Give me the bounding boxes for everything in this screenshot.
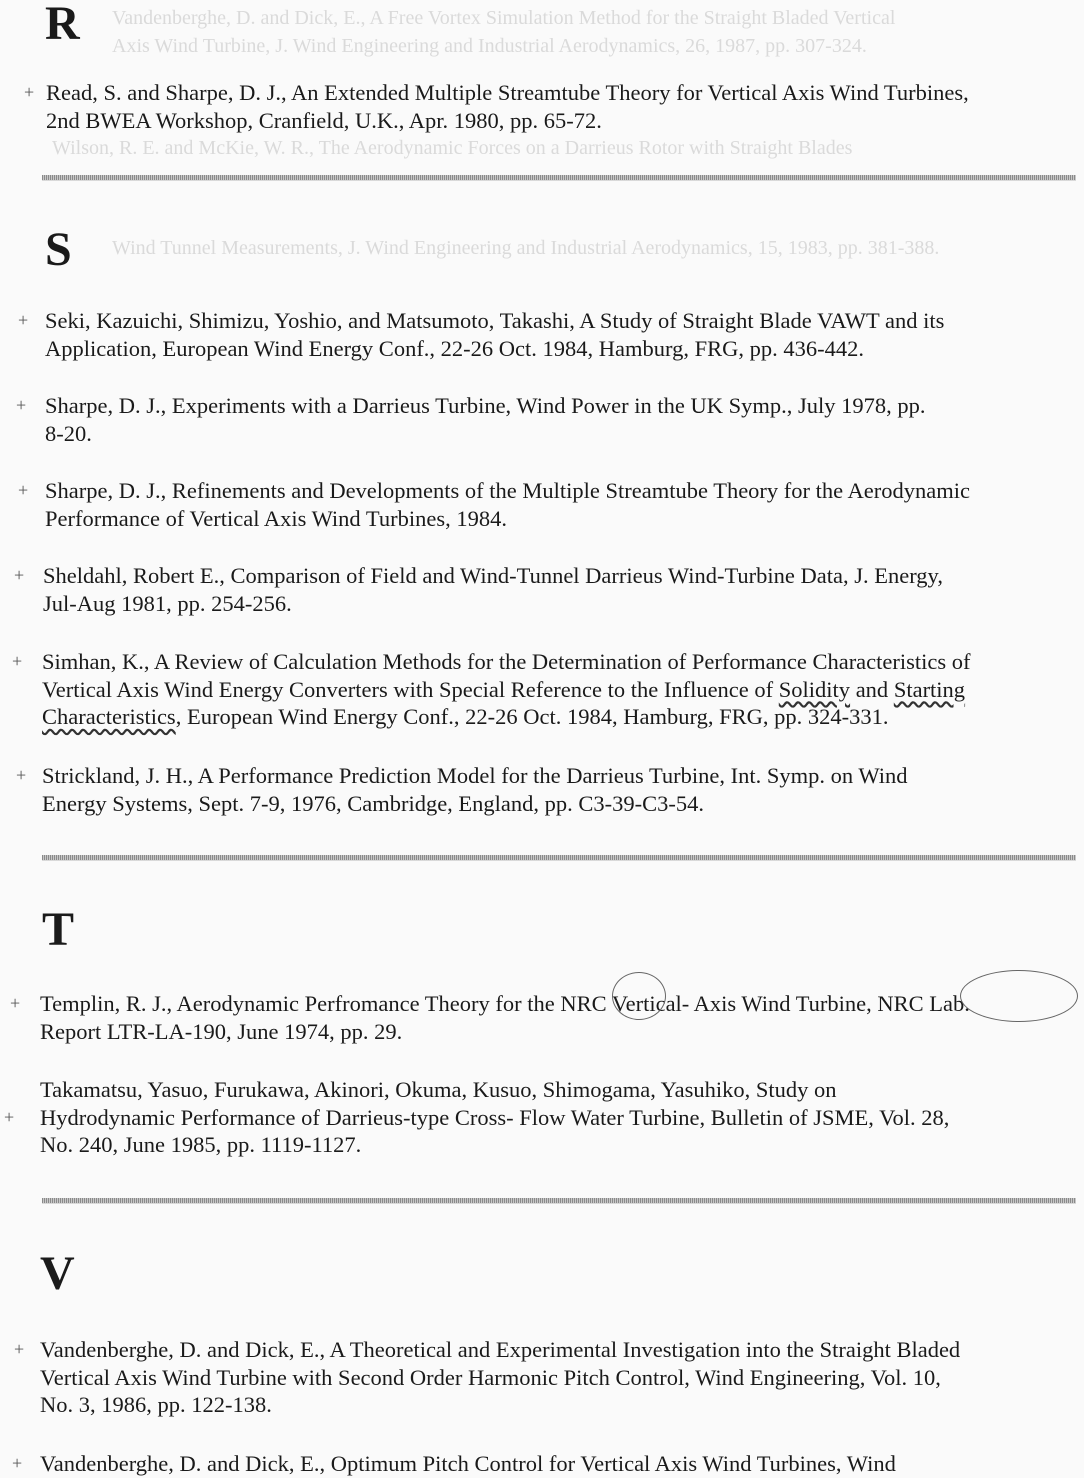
reference-line: Report LTR-LA-190, June 1974, pp. 29.	[40, 1018, 403, 1044]
reference-line: Hydrodynamic Performance of Darrieus-type Cross- Flow Water Turbine, Bulletin of JSME, Vol. 28,	[40, 1104, 950, 1130]
reference-entry	[46, 79, 969, 134]
reference-line: Simhan, K., A Review of Calculation Methods for the Determination of Performance Characteristics of	[42, 649, 971, 674]
show-through-text: Axis Wind Turbine, J. Wind Engineering and Industrial Aerodynamics, 26, 1987, pp. 307-324.	[112, 35, 867, 57]
margin-mark: +	[18, 480, 29, 500]
reference-line: Energy Systems, Sept. 7-9, 1976, Cambridge, England, pp. C3-39-C3-54.	[42, 790, 705, 816]
reference-entry	[45, 307, 944, 362]
reference-line: Seki, Kazuichi, Shimizu, Yoshio, and Matsumoto, Takashi, A Study of Straight Blade VAWT and its	[45, 308, 945, 333]
reference-line: 8-20.	[45, 420, 92, 446]
reference-entry	[40, 990, 970, 1045]
section-divider	[42, 1198, 1076, 1204]
reference-line	[42, 676, 971, 704]
section-letter-v: V	[40, 1247, 75, 1300]
reference-line: No. 240, June 1985, pp. 1119-1127.	[40, 1132, 362, 1157]
margin-mark: +	[16, 395, 27, 415]
text-span: and	[850, 676, 894, 702]
reference-line: Performance of Vertical Axis Wind Turbines, 1984.	[45, 505, 507, 531]
reference-line: Templin, R. J., Aerodynamic Perfromance Theory for the NRC Vertical- Axis Wind Turbine, NRC Lab.	[40, 991, 970, 1016]
show-through-text: Vandenberghe, D. and Dick, E., A Free Vortex Simulation Method for the Straight Bladed Vertical	[112, 7, 896, 29]
margin-mark: +	[16, 765, 27, 785]
margin-mark: +	[24, 82, 35, 102]
handwritten-underline: Solidity	[778, 676, 851, 702]
text-span: Vertical Axis Wind Energy Converters with Special Reference to the Influence of	[42, 676, 779, 702]
margin-mark: +	[18, 310, 29, 330]
reference-line: Sheldahl, Robert E., Comparison of Field and Wind-Tunnel Darrieus Wind-Turbine Data, J. Energy,	[43, 563, 943, 588]
reference-line: Vandenberghe, D. and Dick, E., Optimum Pitch Control for Vertical Axis Wind Turbines, Wind	[40, 1451, 896, 1476]
section-letter-t: T	[42, 903, 75, 956]
reference-entry	[42, 762, 907, 817]
reference-line: Sharpe, D. J., Refinements and Developments of the Multiple Streamtube Theory for the Aerodynamic	[45, 478, 970, 503]
margin-mark: +	[12, 651, 23, 671]
reference-line: 2nd BWEA Workshop, Cranfield, U.K., Apr. 1980, pp. 65-72.	[46, 107, 602, 133]
margin-mark: +	[14, 565, 25, 585]
margin-mark: +	[14, 1339, 25, 1359]
show-through-text: Wind Tunnel Measurements, J. Wind Engineering and Industrial Aerodynamics, 15, 1983, pp. 381-388.	[112, 237, 940, 259]
handwritten-circle	[612, 972, 666, 1020]
reference-entry	[40, 1450, 896, 1478]
section-letter-r: R	[45, 0, 80, 50]
reference-line: No. 3, 1986, pp. 122-138.	[40, 1392, 272, 1417]
reference-line: Vertical Axis Wind Turbine with Second Order Harmonic Pitch Control, Wind Engineering, Vol. 10,	[40, 1364, 941, 1390]
handwritten-underline: Starting	[893, 676, 966, 702]
section-letter-s: S	[45, 223, 72, 276]
handwritten-underline: Characteristics	[42, 704, 176, 729]
section-divider	[42, 175, 1076, 181]
reference-entry	[43, 562, 943, 617]
reference-line: Strickland, J. H., A Performance Prediction Model for the Darrieus Turbine, Int. Symp. on Wind	[42, 763, 908, 788]
margin-mark: +	[4, 1107, 15, 1127]
reference-line	[42, 703, 971, 731]
text-span: , European Wind Energy Conf., 22-26 Oct. 1984, Hamburg, FRG, pp. 324-331.	[175, 704, 889, 729]
margin-mark: +	[12, 1453, 23, 1473]
reference-line: Sharpe, D. J., Experiments with a Darrieus Turbine, Wind Power in the UK Symp., July 1978, pp.	[45, 393, 926, 418]
reference-line: Read, S. and Sharpe, D. J., An Extended Multiple Streamtube Theory for Vertical Axis Wind Turbines,	[46, 80, 969, 105]
reference-line: Application, European Wind Energy Conf., 22-26 Oct. 1984, Hamburg, FRG, pp. 436-442.	[45, 335, 864, 361]
handwritten-circle	[960, 970, 1078, 1022]
reference-entry	[40, 1336, 960, 1419]
reference-line: Jul-Aug 1981, pp. 254-256.	[43, 590, 292, 616]
reference-entry	[42, 648, 971, 731]
margin-mark: +	[10, 993, 21, 1013]
reference-line: Vandenberghe, D. and Dick, E., A Theoretical and Experimental Investigation into the Straight Bladed	[40, 1337, 961, 1362]
section-divider	[42, 855, 1076, 861]
reference-line: Takamatsu, Yasuo, Furukawa, Akinori, Okuma, Kusuo, Shimogama, Yasuhiko, Study on	[40, 1077, 837, 1102]
reference-entry	[40, 1076, 949, 1159]
reference-entry	[45, 477, 970, 532]
show-through-text: Wilson, R. E. and McKie, W. R., The Aerodynamic Forces on a Darrieus Rotor with Straight Blades	[52, 137, 853, 159]
reference-entry	[45, 392, 926, 447]
